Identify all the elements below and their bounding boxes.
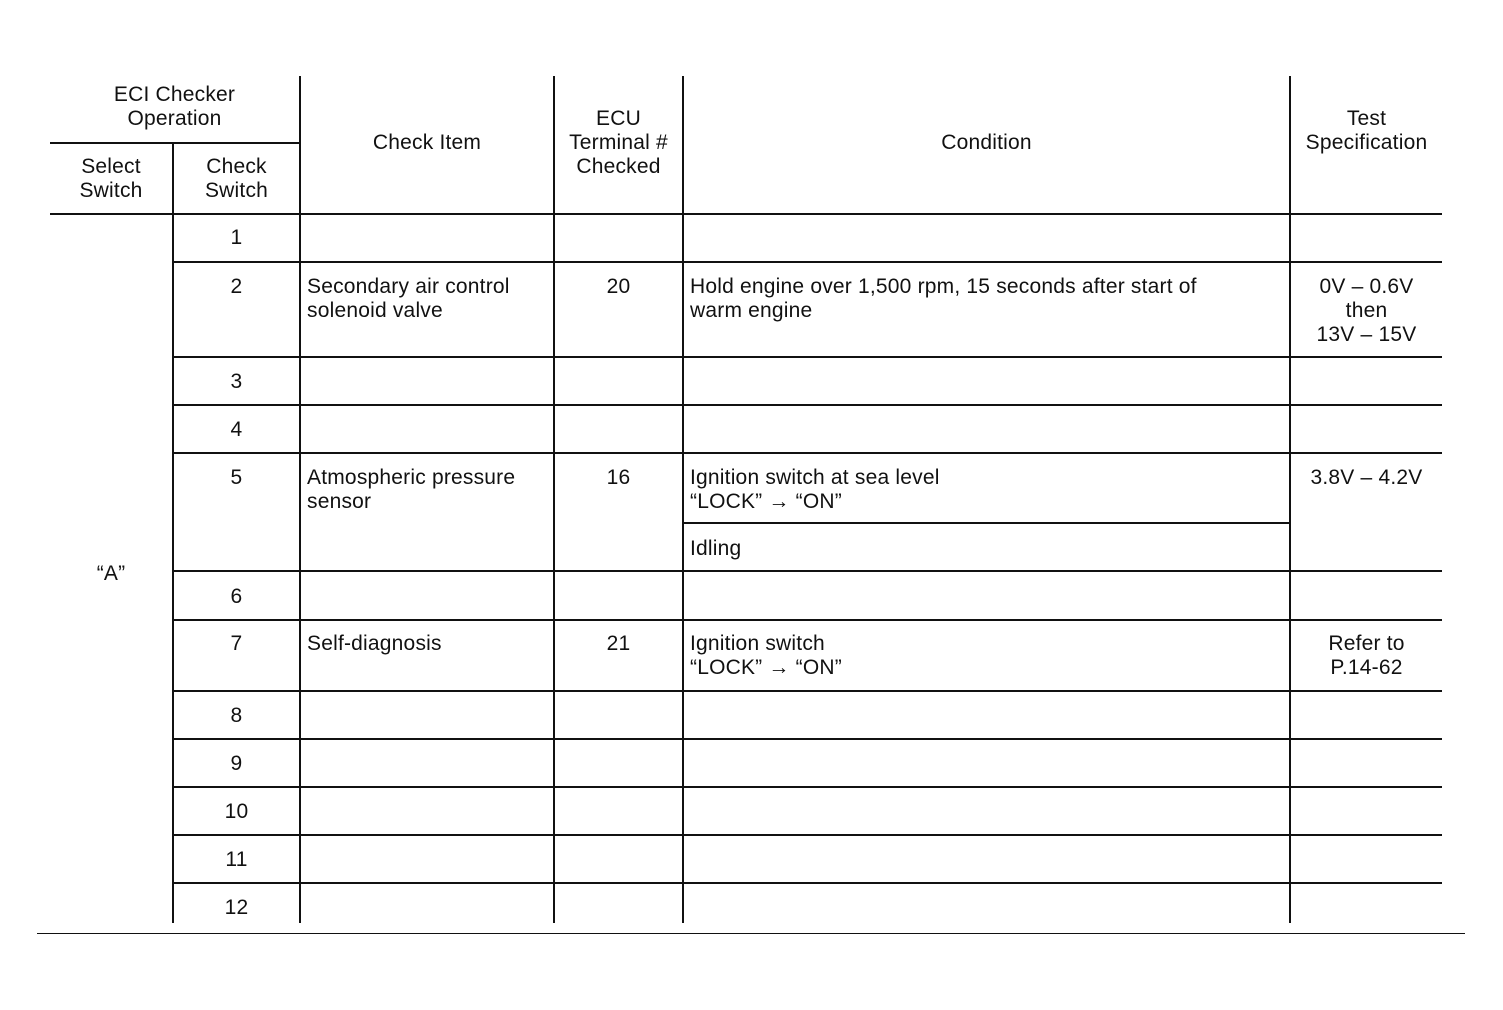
header-check-item: Check Item	[372, 131, 482, 154]
check-item-text: Atmospheric pressure sensor	[307, 466, 516, 513]
check-switch-number: 9	[230, 752, 243, 775]
rule-row	[172, 786, 1442, 788]
header-ecu-terminal: ECU Terminal # Checked	[569, 107, 668, 178]
test-spec-text: 3.8V – 4.2V	[1310, 466, 1423, 489]
rule-row	[172, 452, 1442, 454]
rule-row	[172, 882, 1442, 884]
condition-text: Hold engine over 1,500 rpm, 15 seconds after start of warm engine	[690, 275, 1197, 322]
rule-row	[172, 738, 1442, 740]
rule-header-bottom	[50, 213, 1442, 215]
rule-row	[172, 570, 1442, 572]
rule-check-item-left	[299, 76, 301, 923]
header-test-specification: Test Specification	[1305, 107, 1428, 154]
check-switch-number: 6	[230, 585, 243, 608]
check-switch-number: 4	[230, 418, 243, 441]
rule-row	[172, 404, 1442, 406]
check-switch-number: 3	[230, 370, 243, 393]
header-check-switch: Check Switch	[204, 155, 269, 202]
rule-row	[172, 619, 1442, 621]
check-item-text: Secondary air control solenoid valve	[307, 275, 510, 322]
check-switch-number: 7	[230, 632, 243, 655]
rule-spec-left	[1289, 76, 1291, 923]
rule-row	[172, 356, 1442, 358]
check-switch-number: 10	[224, 800, 249, 823]
rule-row	[172, 834, 1442, 836]
check-switch-number: 2	[230, 275, 243, 298]
terminal-number: 21	[606, 632, 631, 655]
condition-text-idling: Idling	[690, 537, 742, 560]
rule-row	[172, 261, 1442, 263]
check-switch-number: 1	[230, 226, 243, 249]
check-switch-number: 11	[225, 848, 248, 871]
header-select-switch: Select Switch	[79, 155, 143, 202]
check-switch-number: 8	[230, 704, 243, 727]
test-spec-text: Refer to P.14-62	[1328, 632, 1405, 679]
condition-text: Ignition switch at sea level “LOCK” → “ON”	[690, 466, 940, 513]
rule-header-split	[50, 142, 299, 144]
test-spec-text: 0V – 0.6V then 13V – 15V	[1316, 275, 1417, 346]
page-bottom-rule	[37, 933, 1465, 934]
rule-condition-sub	[682, 522, 1289, 524]
header-eci-checker-operation: ECI Checker Operation	[113, 83, 236, 130]
rule-condition-left	[682, 76, 684, 923]
condition-text: Ignition switch “LOCK” → “ON”	[690, 632, 842, 679]
check-switch-number: 5	[230, 466, 243, 489]
select-switch-value: “A”	[96, 562, 126, 585]
terminal-number: 20	[606, 275, 631, 298]
rule-row	[172, 690, 1442, 692]
check-switch-number: 12	[224, 896, 249, 919]
check-item-text: Self-diagnosis	[307, 632, 442, 655]
terminal-number: 16	[606, 466, 631, 489]
rule-terminal-left	[553, 76, 555, 923]
header-condition: Condition	[941, 131, 1032, 154]
